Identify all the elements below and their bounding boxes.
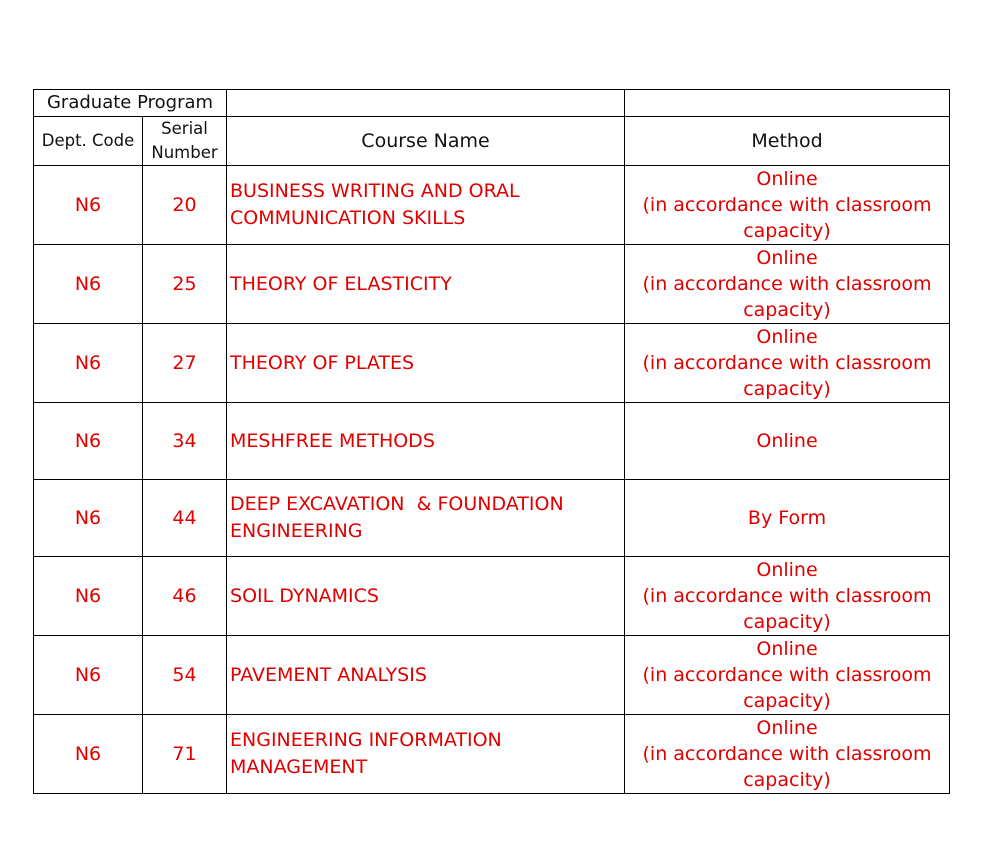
dept-code-cell: N6 xyxy=(34,166,143,245)
dept-code-cell: N6 xyxy=(34,480,143,557)
method-header: Method xyxy=(625,117,950,166)
dept-code-cell: N6 xyxy=(34,245,143,324)
serial-number-header xyxy=(143,117,227,166)
title-row xyxy=(34,90,950,117)
serial-cell: 25 xyxy=(143,245,227,324)
dept-code-cell: N6 xyxy=(34,324,143,403)
serial-cell: 34 xyxy=(143,403,227,480)
method-cell xyxy=(625,245,950,324)
method-line3: capacity) xyxy=(743,299,831,321)
course-name-cell: SOIL DYNAMICS xyxy=(227,557,625,636)
course-name-header: Course Name xyxy=(227,117,625,166)
method-cell xyxy=(625,636,950,715)
method-cell xyxy=(625,324,950,403)
method-cell xyxy=(625,166,950,245)
method-line1: Online xyxy=(756,559,818,581)
method-line2: (in accordance with classroom xyxy=(642,194,932,216)
serial-cell: 20 xyxy=(143,166,227,245)
serial-cell: 27 xyxy=(143,324,227,403)
dept-code-cell: N6 xyxy=(34,636,143,715)
course-name-cell: THEORY OF PLATES xyxy=(227,324,625,403)
table-row xyxy=(34,245,950,324)
method-line1: Online xyxy=(756,638,818,660)
title-empty-cell xyxy=(227,90,625,117)
method-line2: (in accordance with classroom xyxy=(642,585,932,607)
course-name-cell: MESHFREE METHODS xyxy=(227,403,625,480)
method-line3: capacity) xyxy=(743,769,831,791)
table-row xyxy=(34,166,950,245)
method-line1: Online xyxy=(756,430,818,452)
course-name-cell: PAVEMENT ANALYSIS xyxy=(227,636,625,715)
table-row xyxy=(34,403,950,480)
dept-code-cell: N6 xyxy=(34,403,143,480)
table-row xyxy=(34,636,950,715)
dept-code-cell: N6 xyxy=(34,715,143,794)
method-line3: capacity) xyxy=(743,220,831,242)
serial-cell: 46 xyxy=(143,557,227,636)
method-line3: capacity) xyxy=(743,611,831,633)
title-empty-cell xyxy=(625,90,950,117)
method-cell xyxy=(625,480,950,557)
serial-cell: 54 xyxy=(143,636,227,715)
method-line2: (in accordance with classroom xyxy=(642,664,932,686)
serial-cell: 71 xyxy=(143,715,227,794)
course-name-cell: THEORY OF ELASTICITY xyxy=(227,245,625,324)
serial-cell: 44 xyxy=(143,480,227,557)
course-table xyxy=(33,89,950,794)
method-cell xyxy=(625,557,950,636)
method-line3: capacity) xyxy=(743,378,831,400)
serial-header-line2: Number xyxy=(151,143,218,162)
header-row xyxy=(34,117,950,166)
serial-header-line1: Serial xyxy=(161,119,208,138)
program-title: Graduate Program xyxy=(34,90,227,117)
method-cell xyxy=(625,715,950,794)
table-row xyxy=(34,480,950,557)
method-line1: Online xyxy=(756,326,818,348)
table-row xyxy=(34,557,950,636)
dept-code-header: Dept. Code xyxy=(34,117,143,166)
method-line1: Online xyxy=(756,168,818,190)
method-line1: Online xyxy=(756,717,818,739)
method-line1: By Form xyxy=(747,507,827,529)
method-cell xyxy=(625,403,950,480)
method-line1: Online xyxy=(756,247,818,269)
method-line3: capacity) xyxy=(743,690,831,712)
method-line2: (in accordance with classroom xyxy=(642,273,932,295)
course-name-cell: DEEP EXCAVATION & FOUNDATION ENGINEERING xyxy=(227,480,625,557)
table-row xyxy=(34,324,950,403)
table-row xyxy=(34,715,950,794)
dept-code-cell: N6 xyxy=(34,557,143,636)
course-name-cell: BUSINESS WRITING AND ORAL COMMUNICATION SKILLS xyxy=(227,166,625,245)
course-name-cell: ENGINEERING INFORMATION MANAGEMENT xyxy=(227,715,625,794)
method-line2: (in accordance with classroom xyxy=(642,743,932,765)
method-line2: (in accordance with classroom xyxy=(642,352,932,374)
